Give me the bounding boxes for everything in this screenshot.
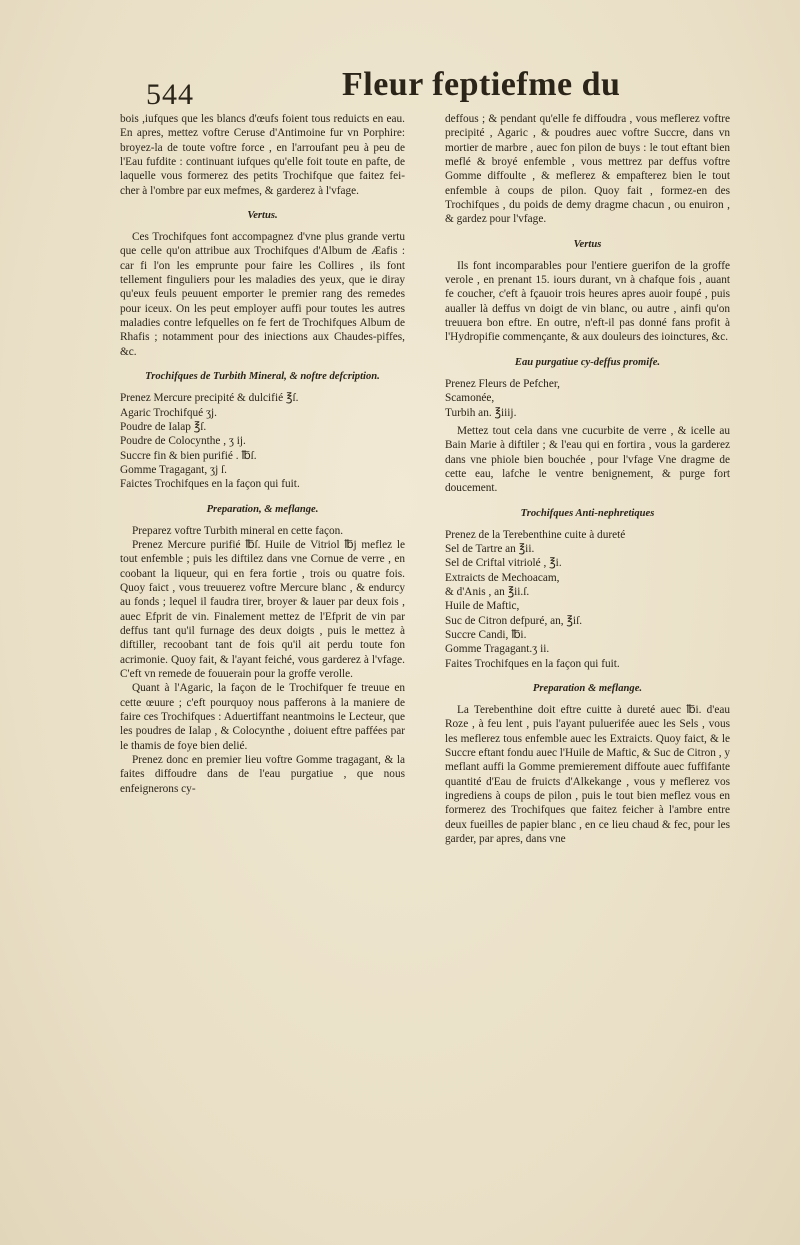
section-heading: Eau purgatiue cy-deffus promife. <box>514 356 661 368</box>
page-header <box>120 62 730 111</box>
recipe-line: Scamonée, <box>445 392 495 405</box>
paragraph: Quant à l'Agaric, la façon de le Trochifquer fe treuue en cette œuure ; c'eft pourquoy nous pafferons à la maniere de faire ces Trochifques : Aduertiffant neantmoins le Lecteur, que les poudres de Ialap , & Colocynthe , doiuent eftre paffées par le thamis de foye bien delié. <box>120 682 405 752</box>
recipe-line: Poudre de Colocynthe , ʒ ij. <box>120 435 246 448</box>
paragraph: Prenez Mercure purifié ℔ſ. Huile de Vitriol ℔j meflez le tout enfemble ; puis les diftilez dans vne Cornue de verre , en coobant la liqueur, qui en fera fortie , trois ou quatre fois. Quoy faict , vous treuuerez voftre Mercure blanc , & endurcy au fonds ; lequel il faudra tirer, broyer & lauer par deux fois , auec Efprit de vin. Finalement mettez de l'Efprit de vin par deffus tant qu'il furnage des deux doigts , puis le mettez à diftiller, recoobant tant de fois qu'il ait perdu toute fon acrimonie. Quoy fait, & l'ayant feiché, vous garderez à l'vfage. C'eft vn remede de fouuerain pour la groffe verolle. <box>120 538 405 680</box>
page-number: 544 <box>146 78 194 111</box>
recipe-line: Poudre de Ialap ℥ſ. <box>120 420 207 433</box>
paragraph: La Terebenthine doit eftre cuitte à dureté auec ℔i. d'eau Roze , à feu lent , puis l'ayant puluerifée auec les Sels , vous les meflerez tous enfemble auec les Extraicts. Quoy faict, & le Succre eftant fondu auec l'Huile de Maftic, & Suc de Citron , y meflant auffi la Gomme premierement diffoute auec fuffifante quantité d'Eau de fruicts d'Alkekange , vous y meflerez vos ingrediens à coups de pilon , puis le tout bien meflez vous en formerez des Trochifques que faitez feicher à l'ambre entre deux fueilles de papier blanc , en ce lieu chaud & fec, pour les garder, par apres, dans vne <box>445 704 730 846</box>
running-title: Fleur feptiefme du <box>342 66 621 103</box>
recipe-line: Prenez Mercure precipité & dulcifié ℥ſ. <box>120 392 299 405</box>
recipe-line: Sel de Criftal vitriolé , ℥i. <box>445 557 562 570</box>
right-column <box>445 112 730 846</box>
section-heading: Preparation & meflange. <box>532 683 643 694</box>
recipe-line: Huile de Maftic, <box>445 600 520 613</box>
recipe-line: Succre fin & bien purifié . ℔ſ. <box>120 449 257 462</box>
section-heading: Preparation, & meflange. <box>206 503 319 515</box>
recipe-list <box>120 391 405 491</box>
paragraph: Mettez tout cela dans vne cucurbite de verre , & icelle au Bain Marie à diftiler ; & l'eau qui en fortira , vous la garderez dans vne phiole bien bouchée , pour l'vfage Vne dragme de cette eau, lafche le ventre benignement, & purge fort doucement. <box>445 424 730 495</box>
recipe-line: Turbih an. ℥iiij. <box>445 406 517 419</box>
paragraph: Prenez donc en premier lieu voftre Gomme tragagant, & la faites diffoudre dans de l'eau purgatiue , que nous enfeignerons cy- <box>120 754 405 795</box>
text-columns <box>120 112 730 846</box>
recipe-line: Agaric Trochifqué ʒj. <box>120 406 217 419</box>
recipe-list <box>445 377 730 420</box>
left-column <box>120 112 405 846</box>
recipe-line: Prenez de la Terebenthine cuite à dureté <box>445 528 626 541</box>
section-heading: Trochifques Anti-nephretiques <box>520 507 655 519</box>
recipe-line: Extraicts de Mechoacam, <box>445 571 560 584</box>
section-heading: Trochifques de Turbith Mineral, & noftre defcription. <box>145 371 380 383</box>
recipe-line: Prenez Fleurs de Pefcher, <box>445 377 560 390</box>
paragraph: deffous ; & pendant qu'elle fe diffoudra , vous meflerez voftre precipité , Agaric , & poudres auec voftre Succre, dans vn mortier de marbre , auec fon pilon de buys : le tout eftant bien meflé & broyé enfemble , vous mettrez par deffus voftre Gomme diffoulte , & meflerez & empafterez bien le tout enfemble à coups de pilon. Quoy fait , formez-en des Trochifques , du poids de demy dragme chacun , ou enuiron , & gardez pour l'vfage. <box>445 113 730 226</box>
paragraph: Preparez voftre Turbith mineral en cette façon. <box>132 524 344 537</box>
recipe-line: Gomme Tragagant.ʒ ii. <box>445 643 550 656</box>
recipe-line: Faites Trochifques en la façon qui fuit. <box>445 657 620 670</box>
recipe-line: Suc de Citron defpuré, an, ℥iſ. <box>445 614 583 627</box>
paragraph: Ces Trochifques font accompagnez d'vne plus grande vertu que celle qu'on attribue aux Trochifques d'Album de Æafis : car fi l'on les emprunte pour faire les Collires , ils font tellement finguliers pour les maladies des yeux, que ie diray qu'eux feuls peuuent emporter le premier rang des remedes pour iceux. On les peut employer auffi pour toutes les autres maladies contre lefquelles on fe fert de Trochifques Album de Rhafis ; notamment pour des iniections aux Chaudes-piffes, &c. <box>120 231 405 358</box>
section-heading: Vertus. <box>247 210 278 222</box>
recipe-line: Gomme Tragagant, ʒj ſ. <box>120 463 227 476</box>
paragraph: Ils font incomparables pour l'entiere guerifon de la groffe verole , en prenant 15. iours durant, vn à chafque fois , auant fe coucher, c'eft à fçauoir trois heures apres auoir foupé , puis aualler là deffus vn doigt de vin blanc, ou autre , ainfi qu'on treuuera bon eftre. En outre, n'eft-il pas donné fans profit à l'Hydropifie commençante, & aux douleurs des ioinctures, &c. <box>445 259 730 344</box>
recipe-line: Faictes Trochifques en la façon qui fuit. <box>120 478 300 491</box>
recipe-line: & d'Anis , an ℥ii.ſ. <box>445 585 530 598</box>
recipe-line: Sel de Tartre an ℥ii. <box>445 542 535 555</box>
paragraph: bois ,iufques que les blancs d'œufs foient tous reduicts en eau. En apres, mettez voftre Ceruse d'Antimoine fur vn Porphire: broyez-la de toute voftre force , en l'arroufant peu à peu de l'Eau fufdite : continuant iufques qu'elle foit toute en pafte, de laquelle vous formerez des petits Trochifque que faitez fei- cher à l'ombre par eux mefmes, & garderez à l'vfage. <box>120 113 405 197</box>
section-heading: Vertus <box>573 238 602 250</box>
recipe-line: Succre Candi, ℔i. <box>445 628 527 641</box>
recipe-list <box>445 528 730 671</box>
